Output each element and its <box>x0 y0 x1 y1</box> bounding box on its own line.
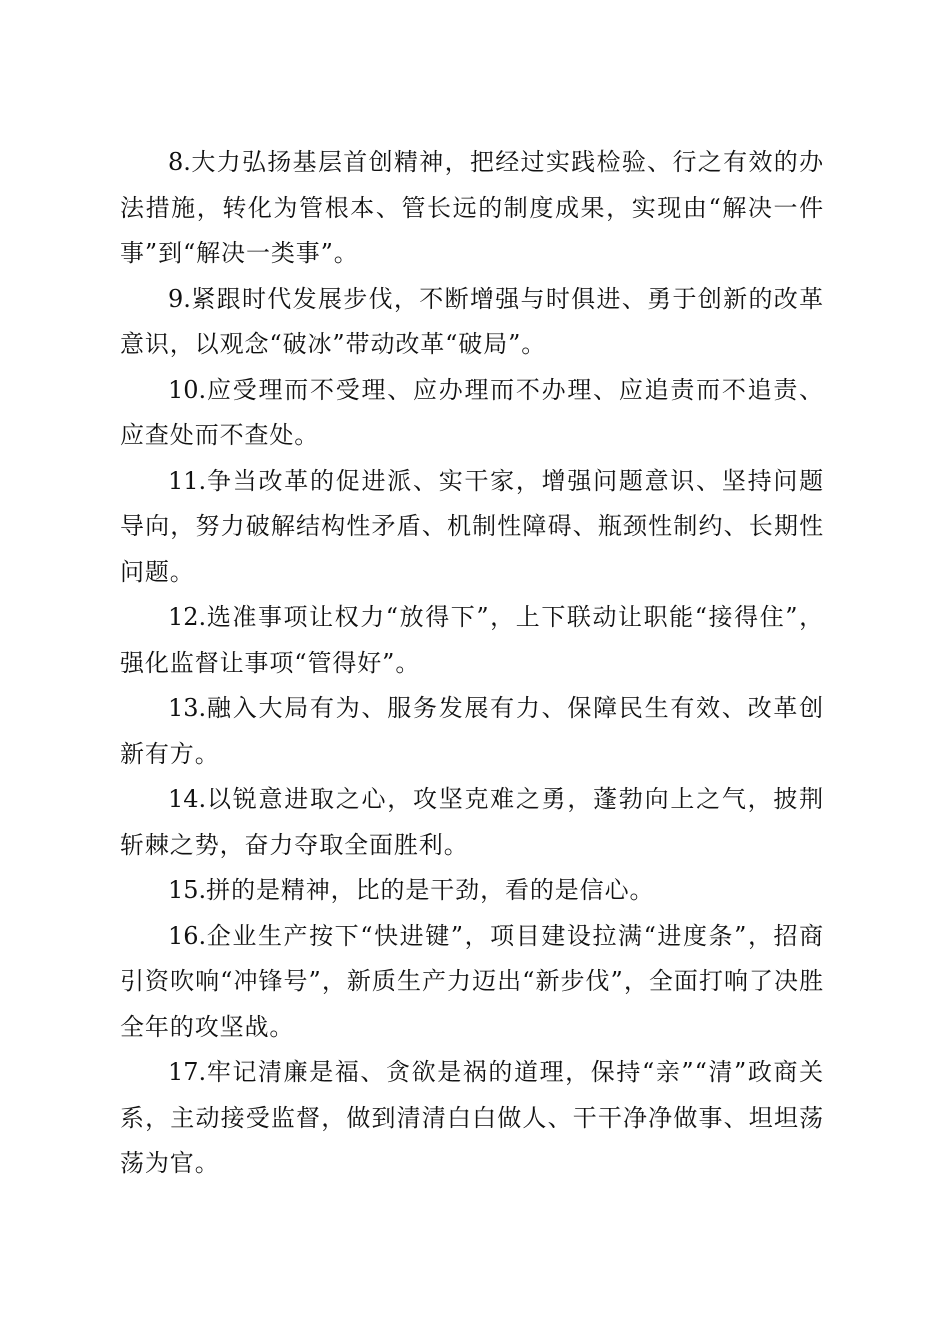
item-text: 选准事项让权力“放得下”，上下联动让职能“接得住”，强化监督让事项“管得好”。 <box>120 603 824 677</box>
item-number: 16. <box>168 921 207 950</box>
item-text: 大力弘扬基层首创精神，把经过实践检验、行之有效的办法措施，转化为管根本、管长远的制度成果，实现由“解决一件事”到“解决一类事”。 <box>120 148 824 267</box>
item-number: 15. <box>168 876 207 904</box>
list-item-15 <box>120 868 824 914</box>
list-item-14 <box>120 777 824 868</box>
item-number: 8. <box>168 148 191 176</box>
item-number: 14. <box>168 785 207 813</box>
item-text: 应受理而不受理、应办理而不办理、应追责而不追责、应查处而不查处。 <box>120 375 824 449</box>
item-number: 17. <box>168 1058 207 1086</box>
list-item-11 <box>120 459 824 596</box>
item-number: 12. <box>168 603 207 631</box>
item-number: 11. <box>168 466 207 495</box>
item-text: 争当改革的促进派、实干家，增强问题意识、坚持问题导向，努力破解结构性矛盾、机制性障碍、瓶颈性制约、长期性问题。 <box>120 466 824 586</box>
item-text: 拼的是精神，比的是干劲，看的是信心。 <box>206 876 655 904</box>
document-page <box>120 140 824 1187</box>
list-item-17 <box>120 1050 824 1187</box>
item-number: 9. <box>168 284 191 313</box>
list-item-12 <box>120 595 824 686</box>
item-text: 牢记清廉是福、贪欲是祸的道理，保持“亲”“清”政商关系，主动接受监督，做到清清白白做人、干干净净做事、坦坦荡荡为官。 <box>120 1058 824 1177</box>
list-item-9 <box>120 277 824 368</box>
list-item-10 <box>120 368 824 459</box>
item-text: 紧跟时代发展步伐，不断增强与时俱进、勇于创新的改革意识，以观念“破冰”带动改革“破局”。 <box>120 284 824 358</box>
list-item-13 <box>120 686 824 777</box>
item-text: 以锐意进取之心，攻坚克难之勇，蓬勃向上之气，披荆斩棘之势，奋力夺取全面胜利。 <box>120 785 824 859</box>
list-item-16 <box>120 914 824 1051</box>
list-item-8 <box>120 140 824 277</box>
item-text: 融入大局有为、服务发展有力、保障民生有效、改革创新有方。 <box>120 694 824 768</box>
item-text: 企业生产按下“快进键”，项目建设拉满“进度条”，招商引资吹响“冲锋号”，新质生产力迈出“新步伐”，全面打响了决胜全年的攻坚战。 <box>120 921 824 1041</box>
item-number: 10. <box>168 375 207 404</box>
item-number: 13. <box>168 694 207 722</box>
